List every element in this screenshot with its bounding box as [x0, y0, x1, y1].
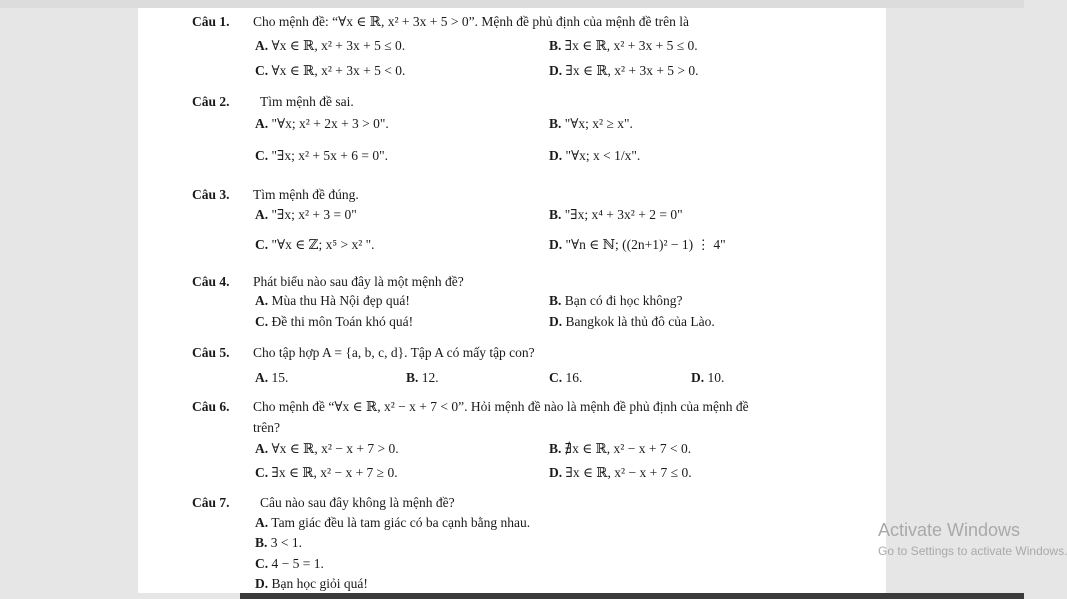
- question-1-option-a: A. ∀x ∈ ℝ, x² + 3x + 5 ≤ 0.: [255, 38, 406, 53]
- window-top-bar: [0, 0, 1024, 8]
- question-4-option-d: D. Bangkok là thủ đô của Lào.: [549, 314, 715, 329]
- question-3-option-a: A. "∃x; x² + 3 = 0": [255, 207, 357, 222]
- question-7-option-b: B. 3 < 1.: [255, 535, 303, 550]
- question-4-option-a: A. Mùa thu Hà Nội đẹp quá!: [255, 293, 410, 308]
- question-3-text: Tìm mệnh đề đúng.: [253, 187, 359, 202]
- question-5-option-c: C. 16.: [549, 370, 583, 385]
- question-6-option-a: A. ∀x ∈ ℝ, x² − x + 7 > 0.: [255, 441, 399, 456]
- question-5-option-b: B. 12.: [406, 370, 439, 385]
- taskbar: [240, 593, 1024, 599]
- question-5-number: Câu 5.: [192, 345, 230, 360]
- question-3-option-d: D. "∀n ∈ ℕ; ((2n+1)² − 1) ⋮ 4": [549, 237, 726, 252]
- question-6-option-c: C. ∃x ∈ ℝ, x² − x + 7 ≥ 0.: [255, 465, 398, 480]
- activate-windows-title: Activate Windows: [878, 520, 1021, 540]
- question-2-option-a: A. "∀x; x² + 2x + 3 > 0".: [255, 116, 389, 131]
- question-4-text: Phát biểu nào sau đây là một mệnh đề?: [253, 274, 464, 289]
- question-7-option-d: D. Bạn học giỏi quá!: [255, 576, 368, 591]
- question-4-option-b: B. Bạn có đi học không?: [549, 293, 683, 308]
- question-7-option-a: A. Tam giác đều là tam giác có ba cạnh bằng nhau.: [255, 515, 531, 530]
- question-4-number: Câu 4.: [192, 274, 230, 289]
- question-3-option-c: C. "∀x ∈ ℤ; x⁵ > x² ".: [255, 237, 375, 252]
- question-5-text: Cho tập hợp A = {a, b, c, d}. Tập A có mấy tập con?: [253, 345, 535, 360]
- question-1-option-d: D. ∃x ∈ ℝ, x² + 3x + 5 > 0.: [549, 63, 699, 78]
- question-2-number: Câu 2.: [192, 94, 230, 109]
- question-5-option-a: A. 15.: [255, 370, 289, 385]
- question-5-option-d: D. 10.: [691, 370, 725, 385]
- question-3-number: Câu 3.: [192, 187, 230, 202]
- question-1-text: Cho mệnh đề: “∀x ∈ ℝ, x² + 3x + 5 > 0”. Mệnh đề phủ định của mệnh đề trên là: [253, 14, 690, 29]
- question-1-option-b: B. ∃x ∈ ℝ, x² + 3x + 5 ≤ 0.: [549, 38, 698, 53]
- question-7-option-c: C. 4 − 5 = 1.: [255, 556, 324, 571]
- question-6-text-continued: trên?: [253, 420, 280, 435]
- question-2-option-c: C. "∃x; x² + 5x + 6 = 0".: [255, 148, 388, 163]
- question-6-option-d: D. ∃x ∈ ℝ, x² − x + 7 ≤ 0.: [549, 465, 692, 480]
- question-4-option-c: C. Đề thi môn Toán khó quá!: [255, 314, 414, 329]
- question-7-number: Câu 7.: [192, 495, 230, 510]
- question-1-number: Câu 1.: [192, 14, 230, 29]
- question-6-text: Cho mệnh đề “∀x ∈ ℝ, x² − x + 7 < 0”. Hỏi mệnh đề nào là mệnh đề phủ định của mệnh đề: [253, 399, 749, 414]
- question-2-text: Tìm mệnh đề sai.: [260, 94, 354, 109]
- question-6-option-b: B. ∄x ∈ ℝ, x² − x + 7 < 0.: [549, 441, 692, 456]
- question-3-option-b: B. "∃x; x⁴ + 3x² + 2 = 0": [549, 207, 683, 222]
- document-page: [138, 8, 886, 593]
- question-2-option-b: B. "∀x; x² ≥ x".: [549, 116, 633, 131]
- question-1-option-c: C. ∀x ∈ ℝ, x² + 3x + 5 < 0.: [255, 63, 406, 78]
- question-7-text: Câu nào sau đây không là mệnh đề?: [260, 495, 455, 510]
- activate-windows-subtitle: Go to Settings to activate Windows.: [878, 544, 1067, 558]
- question-2-option-d: D. "∀x; x < 1/x".: [549, 148, 641, 163]
- question-6-number: Câu 6.: [192, 399, 230, 414]
